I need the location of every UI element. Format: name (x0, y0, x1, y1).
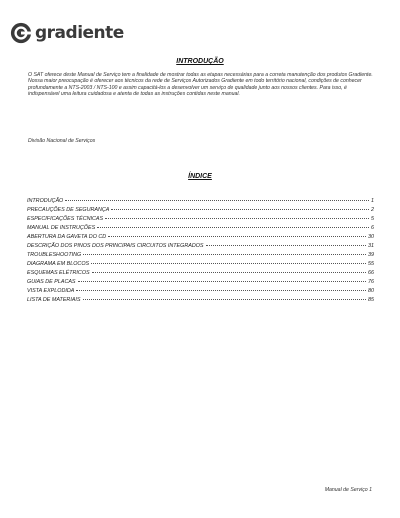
toc-dot-leader (76, 290, 366, 291)
toc-entry[interactable] (27, 216, 374, 225)
toc-entry-label: DESCRIÇÃO DOS PINOS DOS PRINCIPAIS CIRCUITOS INTEGRADOS (27, 243, 204, 249)
toc-dot-leader (83, 254, 366, 255)
toc-entry-page: 5 (371, 216, 374, 222)
brand-logo (10, 22, 124, 44)
toc-entry-label: GUIAS DE PLACAS (27, 279, 76, 285)
toc-entry[interactable] (27, 243, 374, 252)
toc-dot-leader (65, 200, 369, 201)
index-title: ÍNDICE (188, 173, 212, 180)
toc-entry-page: 2 (371, 207, 374, 213)
toc-entry-label: DIAGRAMA EM BLOCOS (27, 261, 90, 267)
toc-entry-label: LISTA DE MATERIAIS (27, 297, 81, 303)
toc-entry-label: MANUAL DE INSTRUÇÕES (27, 225, 96, 231)
toc-entry-page: 66 (368, 270, 374, 276)
toc-entry-page: 80 (368, 288, 374, 294)
toc-entry[interactable] (27, 198, 374, 207)
toc-entry[interactable] (27, 225, 374, 234)
toc-entry[interactable] (27, 234, 374, 243)
toc-dot-leader (111, 209, 369, 210)
toc-entry-page: 76 (368, 279, 374, 285)
table-of-contents (27, 198, 374, 306)
toc-entry[interactable] (27, 207, 374, 216)
toc-dot-leader (105, 218, 369, 219)
toc-entry[interactable] (27, 288, 374, 297)
toc-entry-label: INTRODUÇÃO (27, 198, 64, 204)
intro-title: INTRODUÇÃO (176, 58, 224, 65)
toc-entry-page: 55 (368, 261, 374, 267)
toc-entry[interactable] (27, 261, 374, 270)
toc-entry-page: 85 (368, 297, 374, 303)
toc-dot-leader (108, 236, 366, 237)
toc-entry-label: VISTA EXPLODIDA (27, 288, 75, 294)
intro-paragraph: O SAT oferece deste Manual de Serviço tem a finalidade de mostrar todas as etapas necessárias para a correta manutenção dos produtos Gradiente. (28, 72, 373, 78)
toc-entry-label: PRECAUÇÕES DE SEGURANÇA (27, 207, 110, 213)
toc-entry-page: 1 (371, 198, 374, 204)
toc-entry-label: ESQUEMAS ELÉTRICOS (27, 270, 90, 276)
toc-dot-leader (91, 263, 366, 264)
toc-entry-page: 39 (368, 252, 374, 258)
toc-entry[interactable] (27, 297, 374, 306)
toc-entry[interactable] (27, 279, 374, 288)
toc-entry[interactable] (27, 252, 374, 261)
toc-entry[interactable] (27, 270, 374, 279)
toc-entry-page: 6 (371, 225, 374, 231)
intro-paragraph: Nossa maior preocupação é oferecer aos técnicos da rede de Serviços Autorizados Gradiente em todo território nacional, condições de conhecer profundamente a NTS-2003 / NTS-100 e assim capacitá-los a desenvolver um serviço de qualidade junto aos nossos clientes. Para isso, é indispensável uma leitura cuidadosa e atenta de todas as instruções contidas neste manual. (28, 78, 362, 98)
toc-entry-page: 30 (368, 234, 374, 240)
toc-dot-leader (83, 299, 366, 300)
gradiente-logo-icon (10, 22, 32, 44)
page-footer: Manual de Serviço 1 (324, 487, 372, 493)
intro-body (28, 72, 378, 98)
toc-dot-leader (92, 272, 366, 273)
toc-dot-leader (78, 281, 366, 282)
brand-name: gradiente (35, 23, 124, 43)
toc-entry-page: 31 (368, 243, 374, 249)
intro-signature: Divisão Nacional de Serviços (28, 138, 96, 144)
toc-entry-label: ABERTURA DA GAVETA DO CD (27, 234, 107, 240)
toc-entry-label: TROUBLESHOOTING (27, 252, 82, 258)
toc-dot-leader (97, 227, 369, 228)
toc-entry-label: ESPECIFICAÇÕES TÉCNICAS (27, 216, 104, 222)
toc-dot-leader (206, 245, 366, 246)
